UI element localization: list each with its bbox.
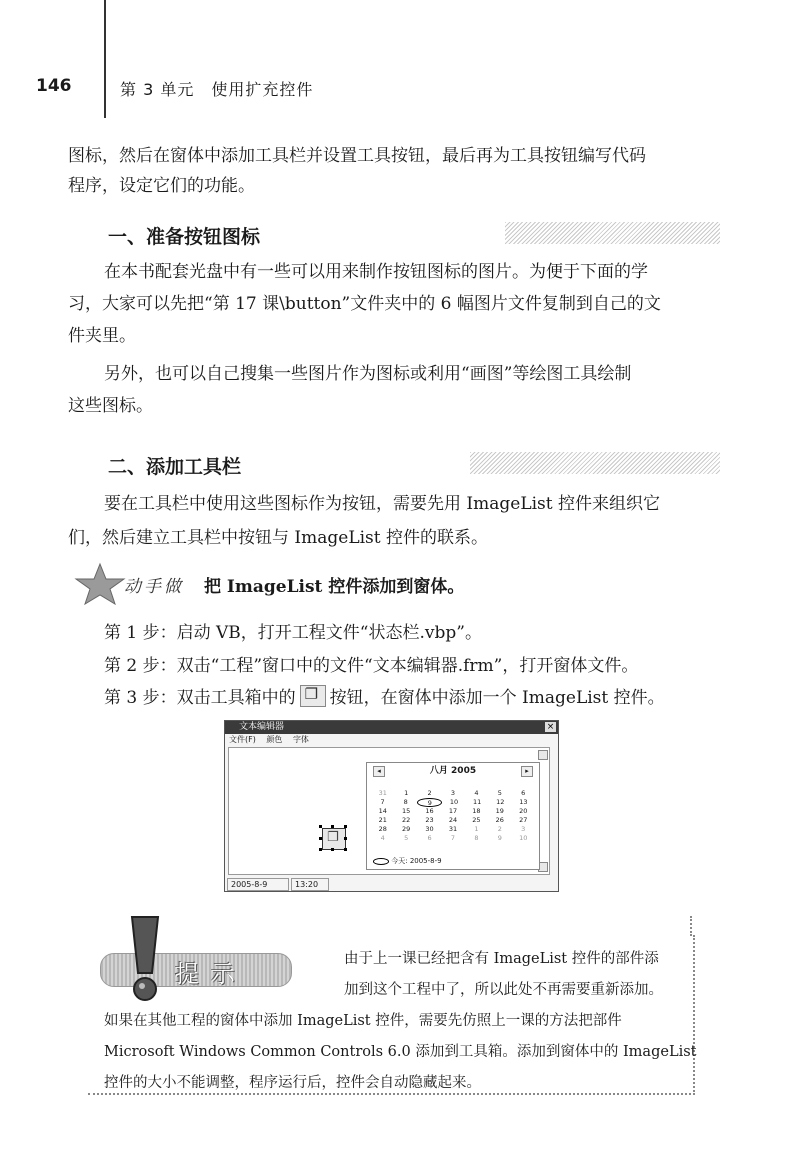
form-status-bar [225,877,558,891]
calendar-day[interactable]: 26 [495,816,504,824]
imagelist-control[interactable] [322,828,346,850]
step-2: 第 2 步：双击“工程”窗口中的文件“文本编辑器.frm”，打开窗体文件。 [104,656,639,676]
section-1-para-2-line-2: 这些图标。 [68,396,153,416]
calendar-day[interactable]: 1 [474,825,479,833]
calendar-day[interactable]: 18 [472,807,481,815]
calendar-day[interactable]: 7 [450,834,456,842]
menu-file[interactable]: 文件(F) [229,735,256,744]
tip-badge-label: 提示 [175,960,247,988]
calendar-day[interactable]: 24 [448,816,458,824]
tip-line-3: 如果在其他工程的窗体中添加 ImageList 控件，需要先仿照上一课的方法把部件 [104,1013,622,1029]
step-3-text-a: 第 3 步：双击工具箱中的 [104,688,296,708]
calendar-week-row [371,834,535,843]
calendar-day[interactable]: 21 [378,816,387,824]
resize-handle[interactable] [319,837,322,840]
calendar-day[interactable]: 2 [427,789,432,797]
calendar-week-row [371,807,535,816]
calendar-day[interactable]: 27 [519,816,528,824]
menu-color[interactable]: 颜色 [266,735,283,744]
calendar-day[interactable]: 5 [497,789,502,797]
section-1-heading: 一、准备按钮图标 [108,226,261,248]
calendar-day[interactable]: 31 [448,825,458,833]
activity-badge-label: 动手做 [124,577,184,597]
status-date: 2005-8-9 [227,878,289,891]
menu-font[interactable]: 字体 [292,735,309,744]
heading-decoration [505,222,720,244]
calendar-day[interactable]: 20 [519,807,528,815]
today-marker-icon [373,858,389,865]
status-time: 13:20 [291,878,329,891]
tip-line-5: 控件的大小不能调整，程序运行后，控件会自动隐藏起来。 [104,1075,481,1091]
section-2-para-line-1: 要在工具栏中使用这些图标作为按钮，需要先用 ImageList 控件来组织它 [104,494,661,514]
section-1-para-1-line-2: 习，大家可以先把“第 17 课\button”文件夹中的 6 幅图片文件复制到自己的文 [68,294,661,314]
intro-line-1: 图标，然后在窗体中添加工具栏并设置工具按钮，最后再为工具按钮编写代码 [68,146,646,166]
exclamation-icon [118,915,172,1005]
calendar-day[interactable]: 6 [521,789,526,797]
calendar-week-row [371,798,535,807]
step-3 [104,683,665,708]
calendar-day[interactable]: 6 [427,834,432,842]
resize-handle[interactable] [319,825,322,828]
calendar-day[interactable]: 8 [474,834,479,842]
calendar-week-row [371,816,535,825]
form-title-bar [225,721,558,734]
calendar-day[interactable]: 25 [472,816,481,824]
calendar-week-row [371,789,535,798]
header-divider [104,0,106,118]
calendar-day[interactable]: 7 [380,798,385,806]
calendar-day[interactable]: 15 [401,807,411,815]
calendar-day[interactable]: 23 [425,816,434,824]
calendar-day[interactable]: 1 [404,789,409,797]
tip-line-1: 由于上一课已经把含有 ImageList 控件的部件添 [344,951,659,967]
calendar-header [367,763,539,779]
section-2-heading: 二、添加工具栏 [108,456,242,478]
prev-month-icon[interactable]: ◂ [373,766,385,777]
activity-title: 把 ImageList 控件添加到窗体。 [204,577,465,597]
month-calendar[interactable] [366,762,540,870]
star-icon [74,562,126,606]
calendar-day[interactable]: 2 [497,825,502,833]
calendar-day[interactable]: 9 [417,798,442,807]
resize-handle[interactable] [344,848,347,851]
resize-handle[interactable] [331,825,334,828]
section-1-para-1-line-3: 件夹里。 [68,326,136,346]
form-screenshot [224,720,559,892]
calendar-day[interactable]: 22 [401,816,411,824]
calendar-day[interactable]: 9 [497,834,502,842]
section-1-para-1-line-1: 在本书配套光盘中有一些可以用来制作按钮图标的图片。为便于下面的学 [104,262,648,282]
calendar-day[interactable]: 11 [472,798,482,806]
imagelist-icon: ❐ [327,830,339,845]
section-2-para-line-2: 们，然后建立工具栏中按钮与 ImageList 控件的联系。 [68,528,489,548]
form-text-area[interactable] [228,747,550,875]
resize-handle[interactable] [331,848,334,851]
calendar-day[interactable]: 5 [404,834,409,842]
calendar-day[interactable]: 8 [403,798,408,806]
calendar-day[interactable]: 10 [519,834,528,842]
tip-line-4: Microsoft Windows Common Controls 6.0 添加到工具箱。添加到窗体中的 ImageList [104,1044,697,1060]
calendar-day[interactable]: 13 [519,798,528,806]
calendar-day[interactable]: 31 [378,789,387,797]
today-label: 今天: 2005-8-9 [391,857,442,865]
resize-handle[interactable] [319,848,322,851]
calendar-grid [371,789,535,843]
form-menu-bar [225,734,558,745]
calendar-day[interactable]: 16 [425,807,434,815]
calendar-week-row [371,825,535,834]
heading-decoration [470,452,720,474]
calendar-day[interactable]: 30 [425,825,434,833]
calendar-day[interactable]: 28 [378,825,387,833]
resize-handle[interactable] [344,825,347,828]
calendar-day[interactable]: 14 [378,807,387,815]
close-icon[interactable]: × [546,722,555,732]
scroll-up-arrow[interactable] [538,750,548,760]
tip-line-2: 加到这个工程中了，所以此处不再需要重新添加。 [344,982,663,998]
calendar-day[interactable]: 12 [496,798,505,806]
next-month-icon[interactable]: ▸ [521,766,533,777]
calendar-day[interactable]: 10 [449,798,459,806]
calendar-day[interactable]: 4 [474,789,479,797]
form-title: 文本编辑器 [239,722,285,732]
calendar-day[interactable]: 17 [448,807,458,815]
step-1: 第 1 步：启动 VB，打开工程文件“状态栏.vbp”。 [104,623,482,643]
calendar-day[interactable]: 4 [380,834,385,842]
calendar-today[interactable] [373,856,442,866]
section-1-para-2-line-1: 另外，也可以自己搜集一些图片作为图标或利用“画图”等绘图工具绘制 [104,364,632,384]
step-3-text-b: 按钮，在窗体中添加一个 ImageList 控件。 [329,688,665,708]
imagelist-toolbox-icon [300,685,326,707]
calendar-day[interactable]: 19 [495,807,504,815]
calendar-day[interactable]: 29 [401,825,411,833]
tip-border [690,916,694,936]
resize-handle[interactable] [344,837,347,840]
calendar-month-title: 八月 2005 [429,766,477,776]
page-number: 146 [36,76,72,96]
intro-line-2: 程序，设定它们的功能。 [68,176,255,196]
calendar-day[interactable]: 3 [521,825,526,833]
calendar-day[interactable]: 3 [450,789,456,797]
unit-title: 第 3 单元 使用扩充控件 [120,80,314,99]
